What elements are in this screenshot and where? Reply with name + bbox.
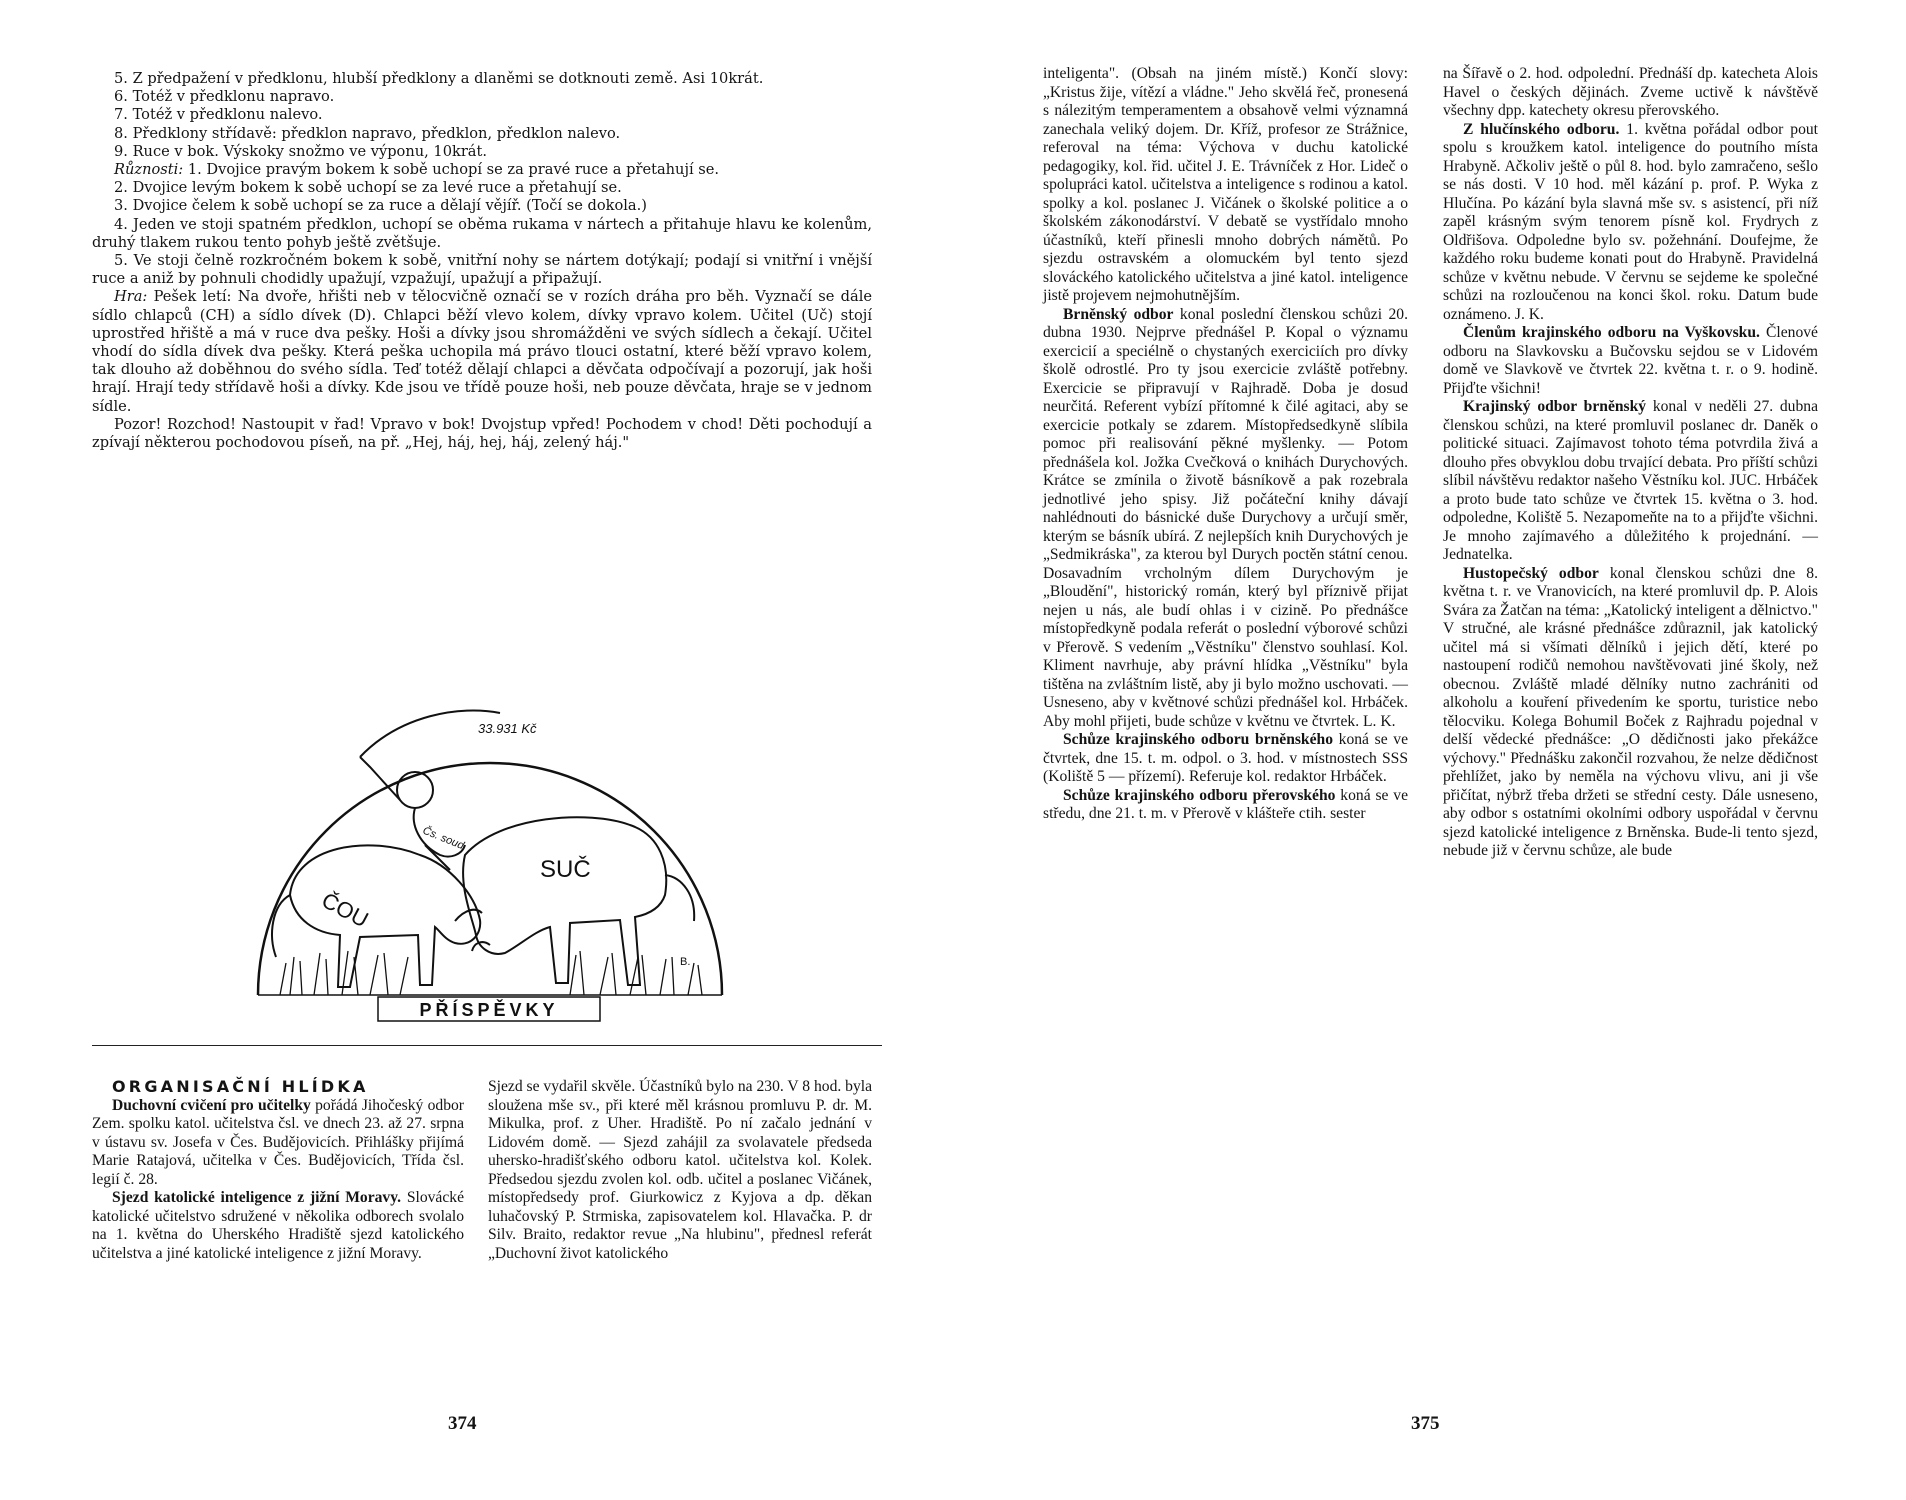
article-paragraph [1443, 565, 1818, 861]
section-divider [92, 1045, 882, 1046]
article-paragraph [1043, 65, 1408, 306]
article-body: 1. května pořádal odbor pout spolu s kroužkem katol. inteligence do poutního místa Hrabyně. Ačkoliv ještě o půl 8. hod. bylo zamračeno, sešlo se nás dosti. V 10 hod. měl kázání p. prof. P. Wyka z Hlučína. Po kázání byla slavná mše sv. s asistencí, při níž zapěl krásným svým tenorem písně kol. Frydrych z Oldřišova. Odpoledne bylo sv. požehnání. Doufejme, že každého roku budeme konati pout do Hrabyně. Pravidelná schůze v květnu nebude. V červnu se sejdeme ke společné schůzi na rozloučenou na konci škol. roku. Datum bude oznámeno. J. K. [1443, 120, 1818, 323]
closing-paragraph: Pozor! Rozchod! Nastoupit v řad! Vpravo v bok! Dvojstup vpřed! Pochodem v chod! Děti pochodují a zpívají některou pochodovou píseň, na př. „Hej, háj, hej, háj, zelený háj." [92, 415, 872, 452]
rider-label: Čs. soud [420, 824, 466, 853]
article-body: konal poslední členskou schůzi 20. dubna 1930. Nejprve přednášel P. Kopal o významu exercicií a speciélně o chystaných exerciciích pro dívky školě odrostlé. Pro ty jsou exercicie zvláště potřebny. Exercicie se připravují v Rajhradě. Doba je dosud neurčitá. Referent vybízí přítomné k čilé agitaci, aby se exercicie potkaly se zdarem. Místopředsedkyně slíbila pomoc při realisování pěkné myšlenky. — Potom přednášela kol. Jožka Cvečková o knihách Durychových. Krátce se zmínila o životě básníkově a pak rozebrala jednotlivé jeho spisy. Již počáteční knihy dávají nahlédnouti do básnické duše Durychovy a určují směr, kterým se básník ubírá. Z nejlepších knih Durychových je „Sedmikráska", za kterou byl Durych poctěn státní cenou. Dosavadním vrcholným dílem Durychovým je „Bloudění", historický román, který byl příznivě přijat nejen u nás, ale budí ohlas i v cizině. Po přednášce místopředkyně podala referát o poslední výborové schůzi v Přerově. S vedením „Věstníku" členstvo souhlasí. Kol. Kliment navrhuje, aby právní hlídka „Věstníku" byla tištěna na zvláštním listě, aby ji bylo možno uschovati. — Usneseno, aby v květnové schůzi přednášel kol. Hrbáček. Aby mohl přijeti, bude schůze v květnu ve čtvrtek. L. K. [1043, 305, 1408, 730]
article-paragraph [1043, 731, 1408, 787]
article-body: Členové odboru na Slavkovsku a Bučovsku sejdou se v Lidovém domě ve Slavkově ve čtvrtek 22. května t. r. o 9. hodině. Přijďte všichni! [1443, 324, 1818, 397]
article-body: pořádá Jihočeský odbor Zem. spolku katol. učitelstva čsl. ve dnech 23. až 27. srpna v ústavu sv. Josefa v Čes. Budějovicích. Přihlášky přijímá Marie Ratajová, učitelka v Čes. Budějovicích, Třída čsl. legií č. 28. [92, 1096, 464, 1188]
banner-text: PŘÍSPĚVKY [419, 1000, 559, 1020]
variety-item: 5. Ve stoji čelně rozkročném bokem k sobě, vnitřní nohy se nártem dotýkají; podají si vnitřní i vnější ruce a aniž by pohnuli chodidly upažují, vzpažují, upažují a připažují. [92, 252, 872, 288]
exercise-item: 9. Ruce v bok. Výskoky snožmo ve výponu, 10krát. [114, 142, 488, 160]
whip-label: 33.931 Kč [478, 721, 537, 736]
article-body: koná se ve čtvrtek, dne 15. t. m. odpol. o 3. hod. v místnostech SSS (Koliště 5 — přízemí). Referuje kol. redaktor Hrbáček. [1043, 731, 1408, 785]
article-heading: Hustopečský odbor [1463, 564, 1599, 582]
article-body: na Šířavě o 2. hod. odpolední. Přednáší dp. katecheta Alois Havel o českých dějinách. Zveme uctivě k návštěvě všechny dpp. katechety okresu přerovského. [1443, 65, 1818, 119]
section-title: ORGANISAČNÍ HLÍDKA [112, 1077, 369, 1096]
medallion-arc [258, 763, 722, 995]
page-number: 375 [1411, 1413, 1440, 1434]
article-body: konal členskou schůzi dne 8. května t. r. ve Vranovicích, na které promluvil dp. P. Alois Svára za Žatčan na téma: „Katolický inteligent a dělnictvo." V stručné, ale krásné přednášce zdůraznil, jak katolický učitel má si všímati dělníků i jejich dětí, které po nastoupení rodičů nemohou navštěvovati jiné školy, než obecnou. Zvláště mladé dělníky nutno zachrániti od alkoholu a kouření přivedením ke sportu, turistice nebo tělocviku. Kolega Bohumil Boček z Rajhradu pojednal v delší vědecké přednášce: „O dědičnosti jako překážce výchovy." Přednášku zakončil rozvahou, že nelze dědičnost přehlížet, jako by neměla na výchovu vlivu, ani ji vše přičítat, nýbrž třeba držeti se střední cesty. Dále usneseno, aby odbor s ostatními okolními odbory uspořádal v červnu sjezd katolické inteligence z Brněnska. Bude-li tento sjezd, nebude již v červnu schůze, ale bude [1443, 564, 1818, 859]
article-paragraph [1043, 787, 1408, 824]
article-paragraph [1443, 121, 1818, 325]
game-label: Hra: [114, 288, 148, 306]
variety-label: Různosti: [114, 161, 184, 179]
variety-item: 1. Dvojice pravým bokem k sobě uchopí se za pravé ruce a přetahují se. [183, 161, 720, 179]
article-heading: Krajinský odbor brněnský [1463, 398, 1647, 415]
exercise-text [92, 70, 872, 452]
variety-item: 4. Jeden ve stoji spatném předklon, uchopí se oběma rukama v nártech a přitahuje hlavu ke kolenům, druhý tlakem rukou tento pohyb ještě zvětšuje. [92, 215, 872, 251]
exercise-item: 7. Totéž v předklonu nalevo. [114, 106, 323, 124]
article-heading: Schůze krajinského odboru brněnského [1063, 731, 1333, 748]
article-paragraph [488, 1078, 872, 1263]
game-paragraph [92, 288, 872, 415]
article-paragraph [1443, 398, 1818, 565]
variety-item: 2. Dvojice levým bokem k sobě uchopí se za levé ruce a přetahují se. [114, 179, 622, 197]
article-paragraph [92, 1097, 464, 1190]
right-bull-label: SUČ [540, 856, 591, 883]
left-bull-label: ČOU [317, 887, 373, 933]
left-bull-icon [272, 845, 482, 987]
contributions-illustration [250, 695, 730, 1025]
article-paragraph [92, 1189, 464, 1263]
variety-item: 3. Dvojice čelem k sobě uchopí se za ruce a dělají vějíř. (Točí se dokola.) [114, 197, 647, 215]
article-body: konal v neděli 27. dubna členskou schůzi, na které promluvil poslanec dr. Daněk o politické situaci. Zajímavost tohoto téma potvrdila živá a dlouho přes obvyklou dobu trvající debata. Pro příští schůzi slíbil návštěvu redaktor našeho Věstníku kol. JUC. Hrbáček a proto bude tato schůze ve čtvrtek 15. května o 3. hod. odpoledne, Koliště 5. Nezapomeňte na to a přijďte všichni. Je mnoho zajímavého a důležitého k projednání. — Jednatelka. [1443, 398, 1818, 563]
article-heading: Schůze krajinského odboru přerovského [1063, 786, 1336, 804]
article-paragraph [1043, 306, 1408, 732]
article-body: Slovácké katolické učitelstvo sdružené v několika odborech svolalo na 1. května do Uherského Hradiště sjezd katolického učitelstva a jiné katolické inteligence z jižní Moravy. [92, 1189, 464, 1262]
article-body: Sjezd se vydařil skvěle. Účastníků bylo na 230. V 8 hod. byla sloužena mše sv., při které měl krásnou promluvu P. dr. M. Mikulka, prof. z Uher. Hradiště. Po ní začalo jednání v Lidovém domě. — Sjezd zahájil za svolavatele předseda uhersko-hradišťského odboru katol. učitelstva kol. Kolek. Předsedou sjezdu zvolen kol. odb. učitel a poslanec Vičánek, místopředsedy prof. Giurkowicz z Kyjova a dp. děkan luhačovský P. Strmiska, zapisovatelem kol. Hlavačka. P. dr Silv. Braito, redaktor revue „Na hlubinu", přednesl referát „Duchovní život katolického [488, 1078, 873, 1262]
exercise-item: 8. Předklony střídavě: předklon napravo, předklon, předklon nalevo. [114, 124, 621, 142]
article-heading: Sjezd katolické inteligence z jižní Moravy. [112, 1189, 402, 1206]
article-heading: Členům krajinského odboru na Vyškovsku. [1463, 324, 1760, 341]
exercise-item: 6. Totéž v předklonu napravo. [114, 88, 335, 106]
article-body: inteligenta". (Obsah na jiném místě.) Končí slovy: „Kristus žije, vítězí a vládne." Jeho skvělá řeč, pronesená s nálezitým temperamentem a obsahově velmi významná zanechala veliký dojem. Dr. Kříž, profesor ze Strážnice, referoval na téma: Výchova v duchu katolické pedagogiky, kol. řid. učitel J. E. Trávníček z Hor. Lideč o spolupráci katol. učitelstva a inteligence s rodinou a katol. spolky a kol. poslanec J. Vičánek o školské politice a o školském zákonodárství. V debatě se vystřídalo mnoho účastníků, kteří přinesli mnoho dobrých námětů. Po sjezdu ostravském a olomuckém byl tento sjezd slováckého katolického učitelstva a jiné katol. inteligence jistě projevem nejmohutnějším. [1043, 65, 1408, 304]
article-heading: Z hlučínského odboru. [1463, 120, 1620, 138]
article-body: koná se ve středu, dne 21. t. m. v Přerově v klášteře ctih. sester [1043, 786, 1409, 822]
exercise-item: 5. Z předpažení v předklonu, hlubší předklony a dlaněmi se dotknouti země. Asi 10krát. [114, 70, 764, 87]
article-heading: Brněnský odbor [1063, 305, 1174, 323]
article-heading: Duchovní cvičení pro učitelky [112, 1096, 311, 1114]
page-number: 374 [448, 1413, 477, 1434]
right-column-1 [1043, 65, 1408, 824]
illustration-signature: B. [680, 956, 691, 968]
right-page [953, 0, 1906, 1500]
left-column-1 [92, 1078, 464, 1263]
left-column-2 [488, 1078, 872, 1263]
article-paragraph [1443, 324, 1818, 398]
game-text: Pešek letí: Na dvoře, hřišti neb v tělocvičně označí se v rozích dráha pro běh. Vyznačí se dále sídlo chlapců (CH) a sídlo dívek (D). Chlapci běží vlevo kolem, dívky vpravo kolem. Učitel (Uč) stojí uprostřed hřiště a má v ruce dva pešky. Hoši a dívky jsou shromážděni ve svých sídlech a čekají. Učitel vhodí do sídla dívek dva pešky. Která peška uchopila má právo tlouci ostatní, které běží vpravo kolem, tak dlouho až doběhnou do svého sídla. Teď totéž dělají chlapci a děvčata odpočívají a pozorují, jak hoši hrají. Hrají tedy střídavě hoši a dívky. Kde jsou ve třídě pouze hoši, neb pouze děvčata, hraje se v jednom sídle. [92, 288, 872, 415]
article-paragraph [1443, 65, 1818, 121]
right-bull-icon [463, 817, 694, 985]
variety-paragraph [92, 161, 872, 179]
right-column-2 [1443, 65, 1818, 861]
